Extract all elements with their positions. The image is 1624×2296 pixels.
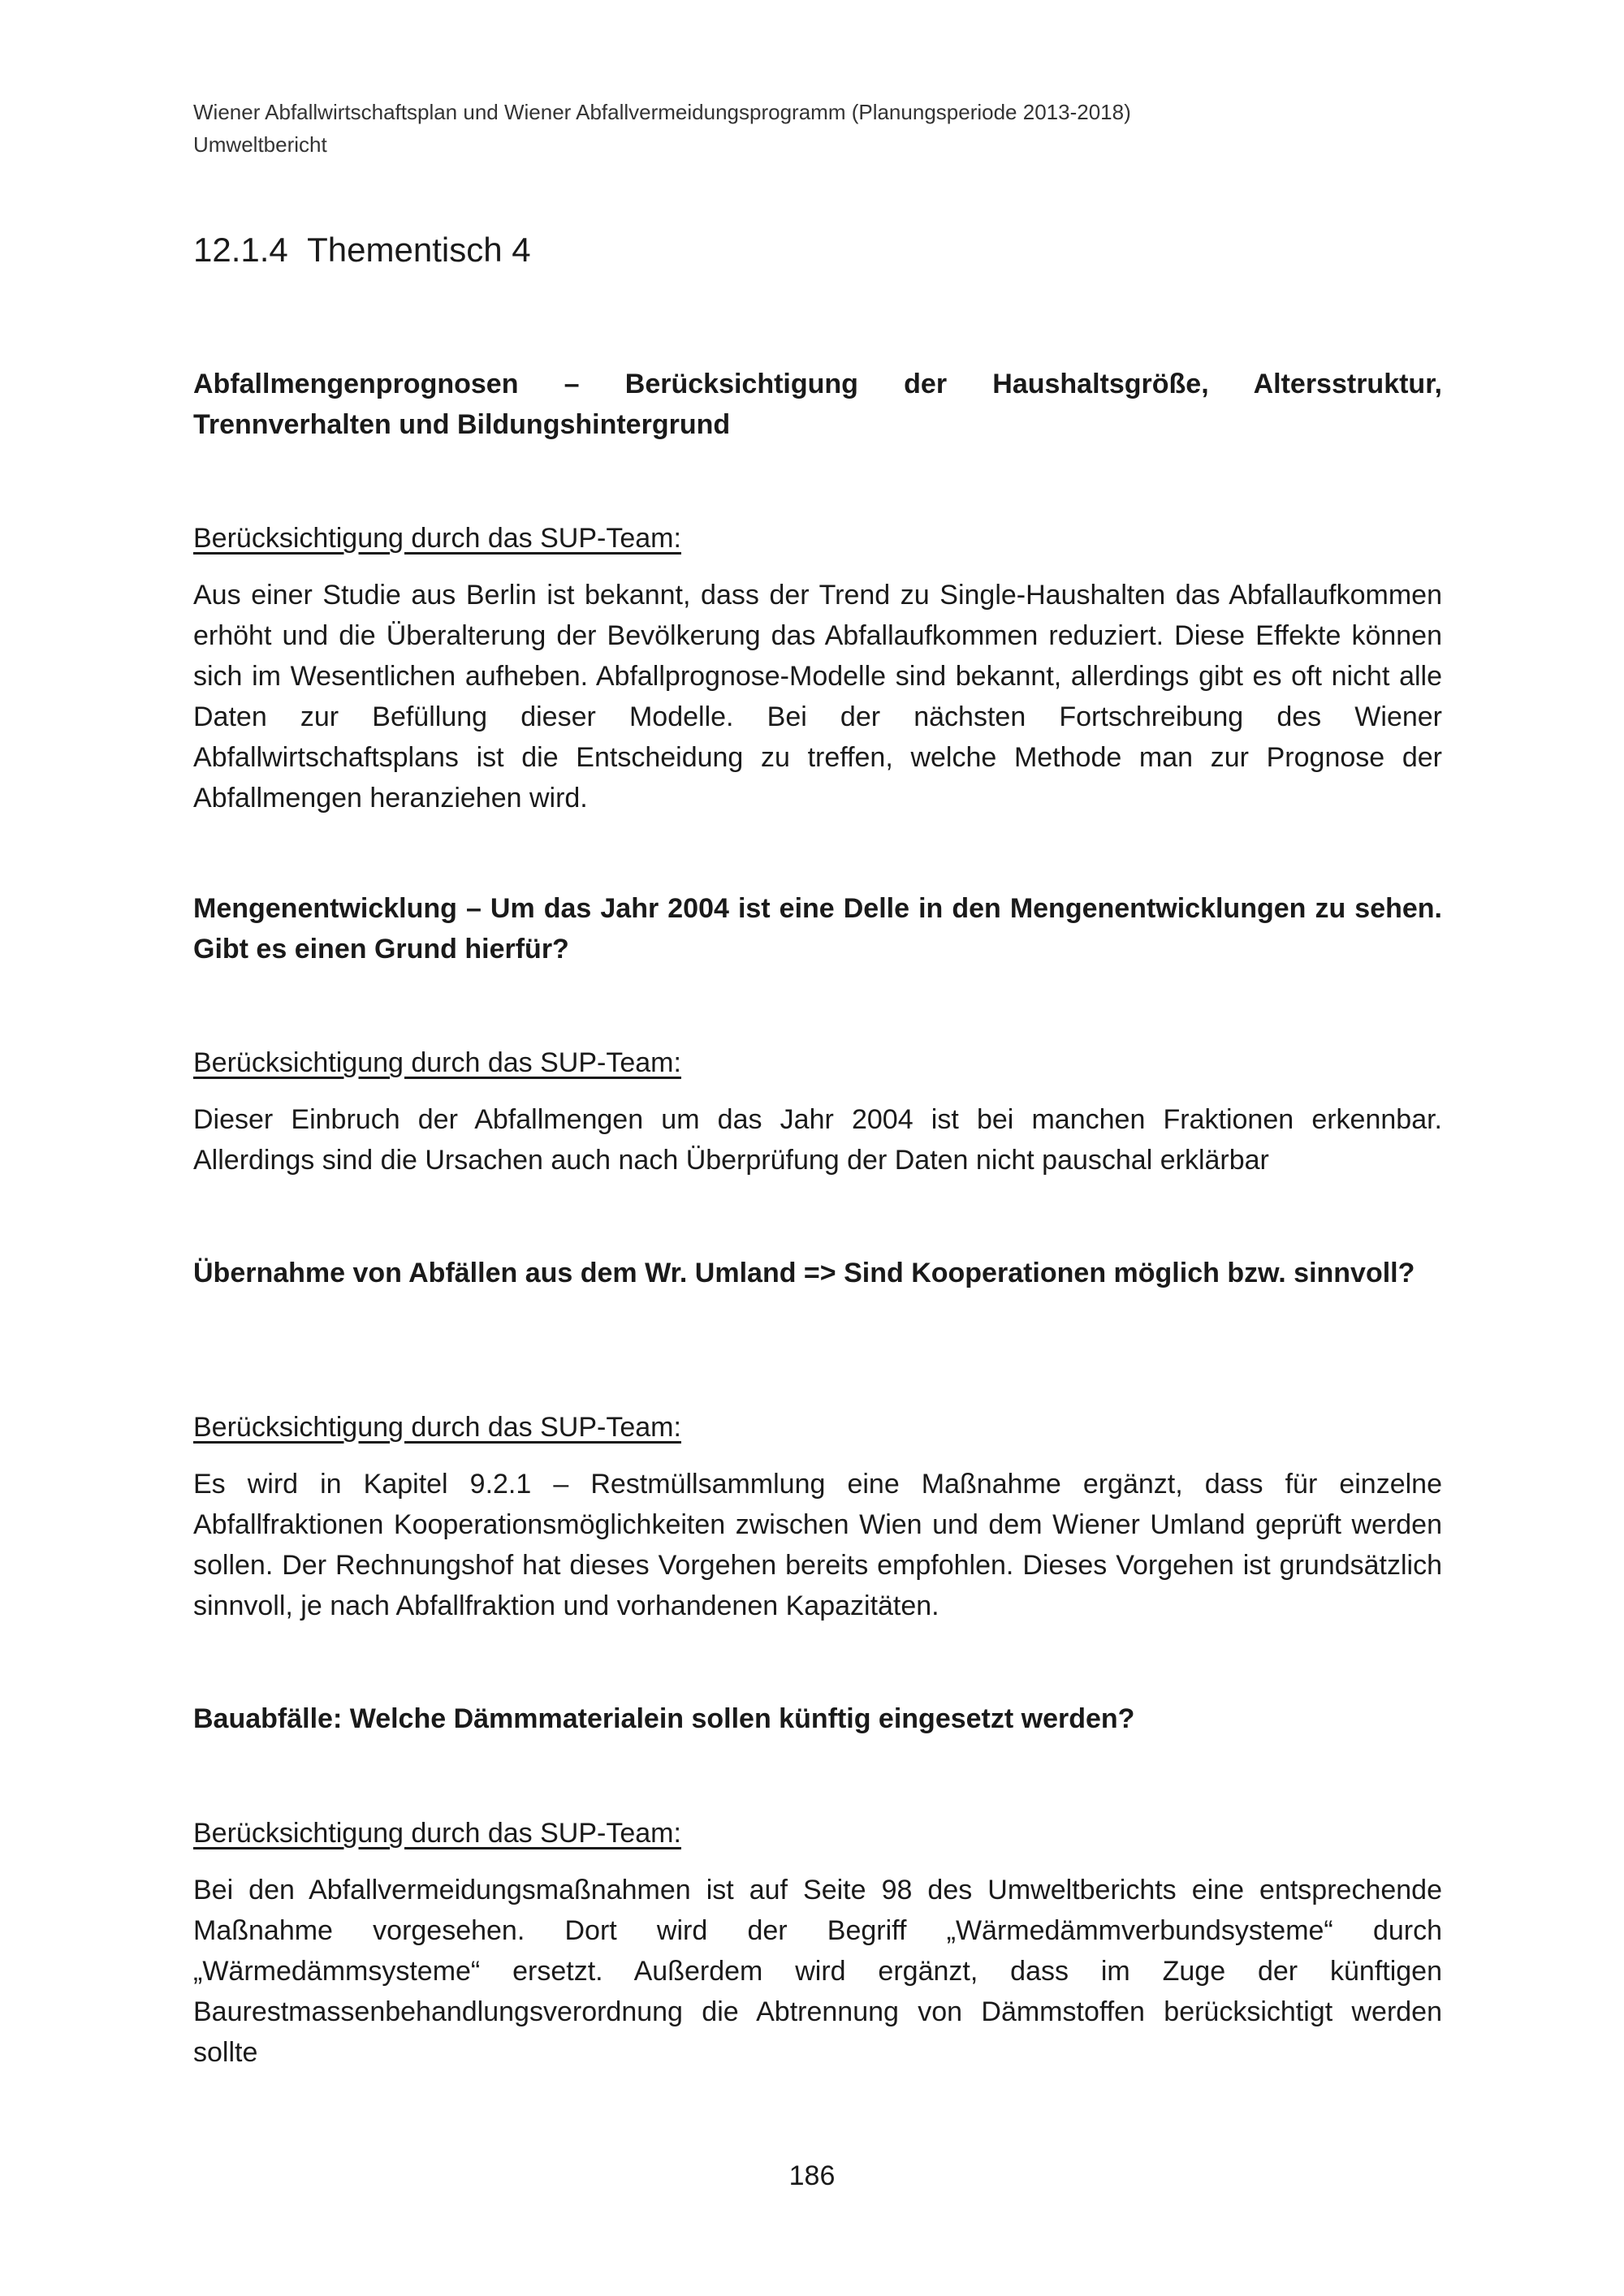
consideration-text: Aus einer Studie aus Berlin ist bekannt, dass der Trend zu Single-Haushalten das Abfallaufkommen erhöht und die Überalterung der Bevölkerung das Abfallaufkommen reduziert. Diese Effekte können sich im Wesentlichen aufheben. Abfallprognose-Modelle sind bekannt, allerdings gibt es oft nicht alle Daten zur Befüllung dieser Modelle. Bei der nächsten Fortschreibung des Wiener Abfallwirtschaftsplans ist die Entscheidung zu treffen, welche Methode man zur Prognose der Abfallmengen heranziehen wird. (193, 580, 1442, 814)
consideration-label: Berücksichtigung durch das SUP-Team: (193, 523, 681, 554)
response-text-block (193, 1464, 1442, 1626)
consideration-label: Berücksichtigung durch das SUP-Team: (193, 1818, 681, 1849)
consideration-label: Berücksichtigung durch das SUP-Team: (193, 1047, 681, 1078)
page-number: 186 (788, 2160, 836, 2191)
response-text-block (193, 1099, 1442, 1180)
header-title: Wiener Abfallwirtschaftsplan und Wiener Abfallvermeidungsprogramm (Planungsperiode 2013-2018) (193, 100, 1131, 124)
response-block (193, 1042, 1442, 1083)
section-heading (193, 227, 531, 273)
response-text-block (193, 575, 1442, 818)
question-block (193, 364, 1442, 445)
section-number: 12.1.4 (193, 231, 288, 269)
response-block (193, 518, 1442, 559)
response-block (193, 1813, 1442, 1854)
header-subtitle: Umweltbericht (193, 132, 327, 157)
question-block (193, 1698, 1442, 1739)
consideration-text: Bei den Abfallvermeidungsmaßnahmen ist auf Seite 98 des Umweltberichts eine entsprechende Maßnahme vorgesehen. Dort wird der Begriff „Wärmedämmverbundsysteme“ durch „Wärmedämmsysteme“ ersetzt. Außerdem wird ergänzt, dass im Zuge der künftigen Baurestmassenbehandlungsverordnung die Abtrennung von Dämmstoffen berücksichtigt werden sollte (193, 1875, 1442, 2068)
question-heading: Übernahme von Abfällen aus dem Wr. Umland => Sind Kooperationen möglich bzw. sinnvoll? (193, 1258, 1415, 1288)
response-text-block (193, 1870, 1442, 2073)
response-block (193, 1407, 1442, 1448)
consideration-text: Es wird in Kapitel 9.2.1 – Restmüllsammlung eine Maßnahme ergänzt, dass für einzelne Abfallfraktionen Kooperationsmöglichkeiten zwischen Wien und dem Wiener Umland geprüft werden sollen. Der Rechnungshof hat dieses Vorgehen bereits empfohlen. Dieses Vorgehen ist grundsätzlich sinnvoll, je nach Abfallfraktion und vorhandenen Kapazitäten. (193, 1469, 1442, 1621)
page-header (193, 96, 1444, 161)
consideration-text: Dieser Einbruch der Abfallmengen um das Jahr 2004 ist bei manchen Fraktionen erkennbar. Allerdings sind die Ursachen auch nach Überprüfung der Daten nicht pauschal erklärbar (193, 1104, 1442, 1176)
question-heading: Mengenentwicklung – Um das Jahr 2004 ist eine Delle in den Mengenentwicklungen zu sehen. Gibt es einen Grund hierfür? (193, 893, 1442, 965)
question-block (193, 1253, 1442, 1293)
section-title: Thementisch 4 (307, 231, 531, 269)
consideration-label: Berücksichtigung durch das SUP-Team: (193, 1412, 681, 1443)
question-block (193, 888, 1442, 969)
question-heading: Bauabfälle: Welche Dämmmaterialein sollen künftig eingesetzt werden? (193, 1703, 1135, 1734)
question-heading: Abfallmengenprognosen – Berücksichtigung der Haushaltsgröße, Altersstruktur, Trennverhalten und Bildungshintergrund (193, 369, 1442, 440)
